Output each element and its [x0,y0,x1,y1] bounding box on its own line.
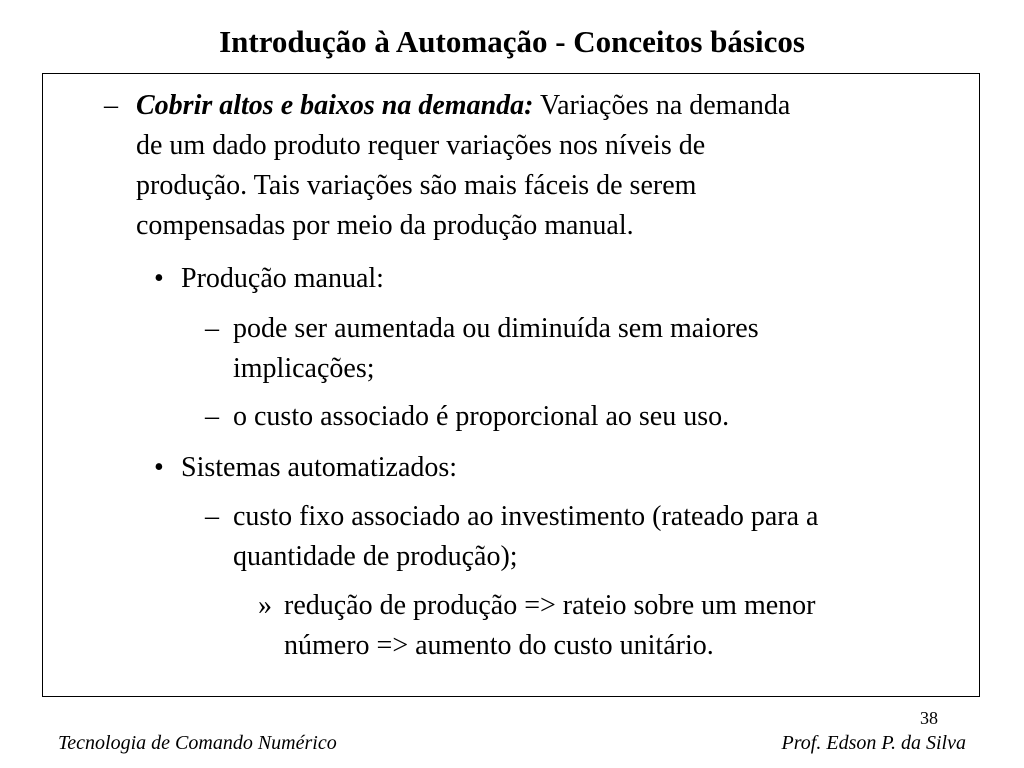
automated-item-1-line-1: custo fixo associado ao investimento (rateado para a [233,501,819,532]
slide-title: Introdução à Automação - Conceitos básicos [219,24,805,59]
automated-subitem-line-1: redução de produção => rateio sobre um menor [284,590,816,621]
dash-marker: – [104,90,118,121]
manual-production-label: Produção manual: [181,263,384,294]
dash-marker: – [205,401,219,432]
footer-course-title: Tecnologia de Comando Numérico [58,732,337,754]
main-point-line-1 [136,86,790,126]
automated-item-1-line-2: quantidade de produção); [233,541,518,572]
main-point-line-3: produção. Tais variações são mais fáceis de serem [136,170,697,201]
dash-marker: – [205,501,219,532]
main-point-line-4: compensadas por meio da produção manual. [136,210,634,241]
main-point-line-2: de um dado produto requer variações nos níveis de [136,130,706,161]
footer-author: Prof. Edson P. da Silva [781,732,966,754]
slide-number: 38 [920,708,938,728]
manual-item-1-line-1: pode ser aumentada ou diminuída sem maiores [233,313,759,344]
main-point-lead: Cobrir altos e baixos na demanda: [136,90,534,121]
raquo-marker: » [258,590,272,621]
content-frame [42,73,980,697]
manual-item-1-line-2: implicações; [233,353,375,384]
automated-systems-label: Sistemas automatizados: [181,452,458,483]
bullet-marker: • [154,452,164,483]
manual-item-2-line-1: o custo associado é proporcional ao seu uso. [233,401,730,432]
automated-subitem-line-2: número => aumento do custo unitário. [284,630,714,661]
main-point-text: Variações na demanda [539,90,791,121]
bullet-marker: • [154,263,164,294]
dash-marker: – [205,313,219,344]
